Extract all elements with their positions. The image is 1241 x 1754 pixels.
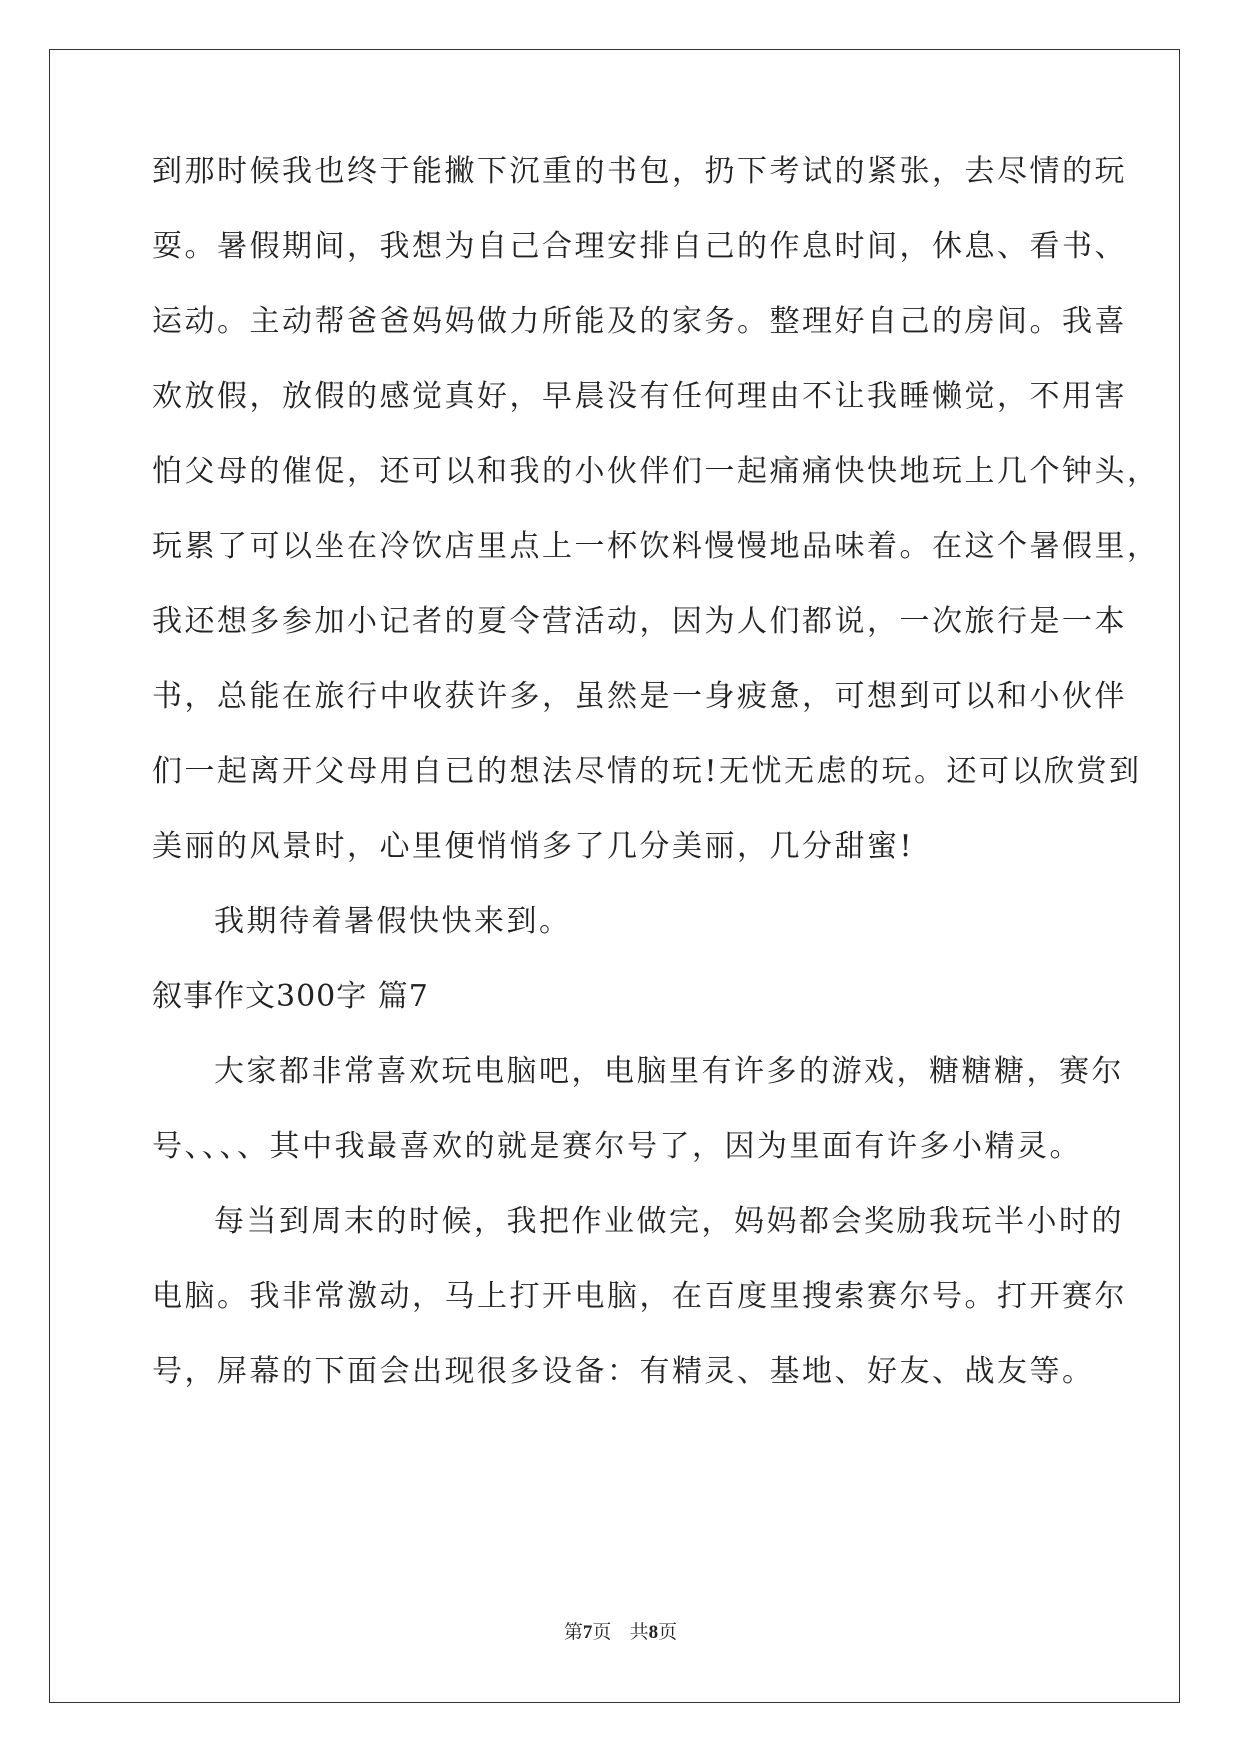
body-line-6: 玩累了可以坐在冷饮店里点上一杯饮料慢慢地品味着。在这个暑假里，: [152, 529, 1160, 564]
body-line-11: 我期待着暑假快快来到。: [214, 904, 572, 939]
footer-page-suffix: 页: [592, 1621, 612, 1643]
footer-prefix: 第: [563, 1621, 583, 1643]
section-heading: 叙事作文300字 篇7: [152, 979, 429, 1014]
body-line-8: 书，总能在旅行中收获许多，虽然是一身疲惫，可想到可以和小伙伴: [152, 679, 1127, 714]
current-page-number: 7: [582, 1622, 593, 1643]
body-line-17: 号，屏幕的下面会出现很多设备：有精灵、基地、好友、战友等。: [152, 1354, 1095, 1389]
footer-total-suffix: 页: [658, 1621, 678, 1643]
body-line-2: 耍。暑假期间，我想为自己合理安排自己的作息时间，休息、看书、: [152, 229, 1127, 264]
body-line-14: 号、、、、其中我最喜欢的就是赛尔号了，因为里面有许多小精灵。: [152, 1129, 1082, 1164]
body-line-4: 欢放假，放假的感觉真好，早晨没有任何理由不让我睡懒觉，不用害: [152, 379, 1127, 414]
body-line-1: 到那时候我也终于能撇下沉重的书包，扔下考试的紧张，去尽情的玩: [152, 154, 1127, 189]
body-line-13: 大家都非常喜欢玩电脑吧，电脑里有许多的游戏，糖糖糖，赛尔: [214, 1054, 1124, 1089]
total-page-number: 8: [648, 1622, 659, 1643]
body-line-9: 们一起离开父母用自已的想法尽情的玩!无忧无虑的玩。还可以欣赏到: [152, 754, 1142, 789]
body-line-10: 美丽的风景时，心里便悄悄多了几分美丽，几分甜蜜!: [152, 829, 915, 864]
body-line-7: 我还想多参加小记者的夏令营活动，因为人们都说，一次旅行是一本: [152, 604, 1127, 639]
footer-total-prefix: 共: [629, 1621, 649, 1643]
page-border: [49, 49, 1180, 1703]
body-line-5: 怕父母的催促，还可以和我的小伙伴们一起痛痛快快地玩上几个钟头，: [152, 454, 1160, 489]
body-line-15: 每当到周末的时候，我把作业做完，妈妈都会奖励我玩半小时的: [214, 1204, 1124, 1239]
page-footer: [0, 1620, 1241, 1645]
body-line-3: 运动。主动帮爸爸妈妈做力所能及的家务。整理好自己的房间。我喜: [152, 304, 1127, 339]
body-line-16: 电脑。我非常激动，马上打开电脑，在百度里搜索赛尔号。打开赛尔: [152, 1279, 1127, 1314]
